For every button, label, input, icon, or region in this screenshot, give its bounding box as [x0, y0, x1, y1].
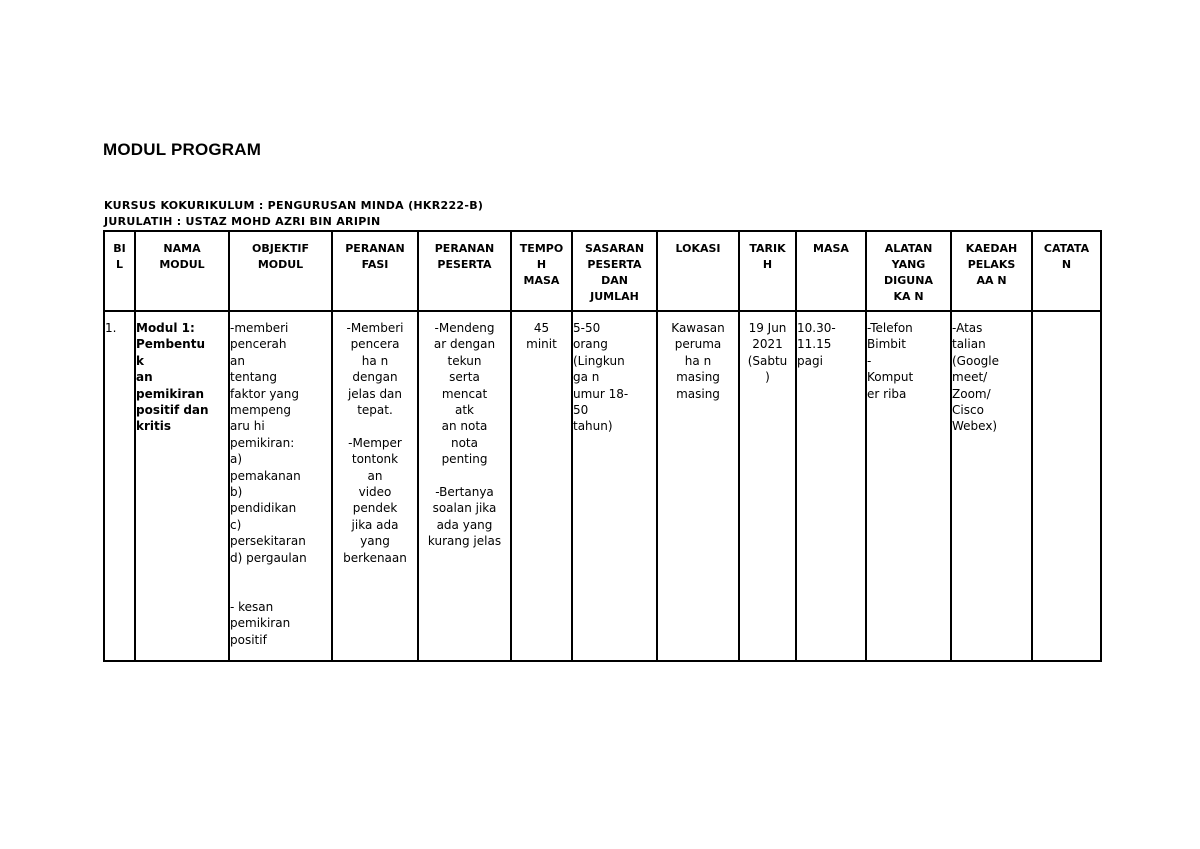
- cell-kaedah: -Atas talian (Google meet/ Zoom/ Cisco Webex): [951, 311, 1032, 661]
- header-objektif-modul: OBJEKTIF MODUL: [229, 231, 332, 311]
- header-lokasi: LOKASI: [657, 231, 739, 311]
- header-kaedah: KAEDAH PELAKS AA N: [951, 231, 1032, 311]
- cell-peranan-fasi: -Memberi pencera ha n dengan jelas dan tepat. -Memper tontonk an video pendek jika ada yang berkenaan: [332, 311, 418, 661]
- cell-catatan: [1032, 311, 1101, 661]
- cell-tempoh-masa: 45 minit: [511, 311, 572, 661]
- header-catatan: CATATA N: [1032, 231, 1101, 311]
- header-tempoh-masa: TEMPO H MASA: [511, 231, 572, 311]
- trainer-line: JURULATIH : USTAZ MOHD AZRI BIN ARIPIN: [104, 215, 381, 228]
- header-tarikh: TARIK H: [739, 231, 796, 311]
- cell-tarikh: 19 Jun 2021 (Sabtu ): [739, 311, 796, 661]
- cell-bil: 1.: [104, 311, 135, 661]
- header-nama-modul: NAMA MODUL: [135, 231, 229, 311]
- header-peranan-peserta: PERANAN PESERTA: [418, 231, 511, 311]
- module-table: [103, 230, 1102, 662]
- header-sasaran-peserta: SASARAN PESERTA DAN JUMLAH: [572, 231, 657, 311]
- table-header-row: [104, 231, 1101, 311]
- cell-alatan: -Telefon Bimbit - Komput er riba: [866, 311, 951, 661]
- cell-sasaran-peserta: 5-50 orang (Lingkun ga n umur 18- 50 tahun): [572, 311, 657, 661]
- cell-peranan-peserta: -Mendeng ar dengan tekun serta mencat atk an nota nota penting -Bertanya soalan jika ada yang kurang jelas: [418, 311, 511, 661]
- cell-objektif-modul: -memberi pencerah an tentang faktor yang mempeng aru hi pemikiran: a) pemakanan b) pendidikan c) persekitaran d) pergaulan - kesan pemikiran positif: [229, 311, 332, 661]
- document-title: MODUL PROGRAM: [103, 140, 262, 159]
- course-line: KURSUS KOKURIKULUM : PENGURUSAN MINDA (HKR222-B): [104, 199, 484, 212]
- header-alatan: ALATAN YANG DIGUNA KA N: [866, 231, 951, 311]
- cell-masa: 10.30- 11.15 pagi: [796, 311, 866, 661]
- header-peranan-fasi: PERANAN FASI: [332, 231, 418, 311]
- header-bil: BI L: [104, 231, 135, 311]
- cell-lokasi: Kawasan peruma ha n masing masing: [657, 311, 739, 661]
- header-masa: MASA: [796, 231, 866, 311]
- table-row: [104, 311, 1101, 661]
- cell-nama-modul: Modul 1: Pembentu k an pemikiran positif dan kritis: [135, 311, 229, 661]
